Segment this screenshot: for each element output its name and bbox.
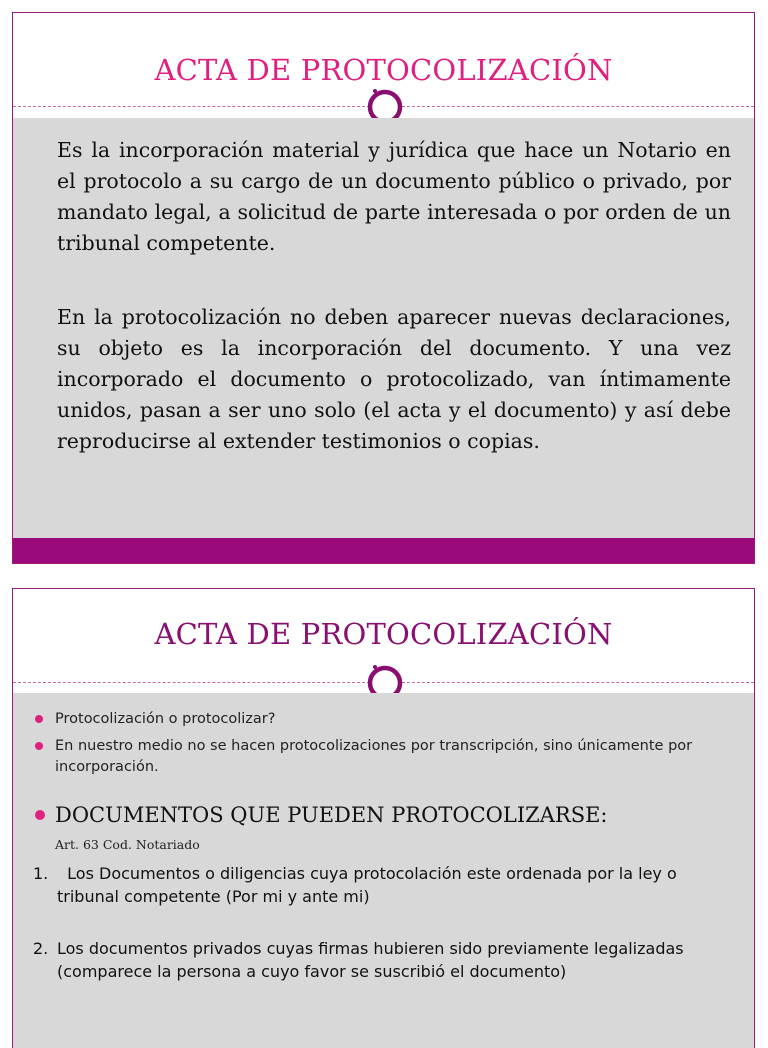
documents-heading: DOCUMENTOS QUE PUEDEN PROTOCOLIZARSE:: [33, 803, 608, 827]
slide-1: [12, 12, 755, 564]
list-item: En nuestro medio no se hacen protocolizaciones por transcripción, sino únicamente por incorporación.: [33, 736, 733, 778]
bullet-dot-icon: [35, 810, 45, 820]
slide-1-title: ACTA DE PROTOCOLIZACIÓN: [154, 53, 613, 87]
slide-2-title: ACTA DE PROTOCOLIZACIÓN: [154, 617, 613, 651]
list-item: Protocolización o protocolizar?: [33, 709, 733, 730]
bullet-list: [33, 709, 733, 784]
bullet-dot-icon: [35, 742, 43, 750]
slide-2: [12, 588, 755, 1048]
footer-band: [13, 538, 754, 564]
definition-paragraph: Es la incorporación material y jurídica que hace un Notario en el protocolo a su cargo de un documento público o privado, por mandato legal, a solicitud de parte interesada o por orden de un tribunal competente.: [57, 138, 731, 255]
article-reference: Art. 63 Cod. Notariado: [55, 837, 200, 852]
numbered-item: 2. Los documentos privados cuyas firmas hubieren sido previamente legalizadas (comparece la persona a cuyo favor se suscribió el documento): [33, 939, 684, 981]
explanation-paragraph: En la protocolización no deben aparecer nuevas declaraciones, su objeto es la incorporación del documento. Y una vez incorporado el documento o protocolizado, van íntimamente unidos, pasan a ser uno solo (el acta y el documento) y así debe reproducirse al extender testimonios o copias.: [57, 305, 731, 453]
bullet-dot-icon: [35, 715, 43, 723]
numbered-item: 1. Los Documentos o diligencias cuya protocolación este ordenada por la ley o tribunal competente (Por mi y ante mi): [33, 864, 682, 906]
